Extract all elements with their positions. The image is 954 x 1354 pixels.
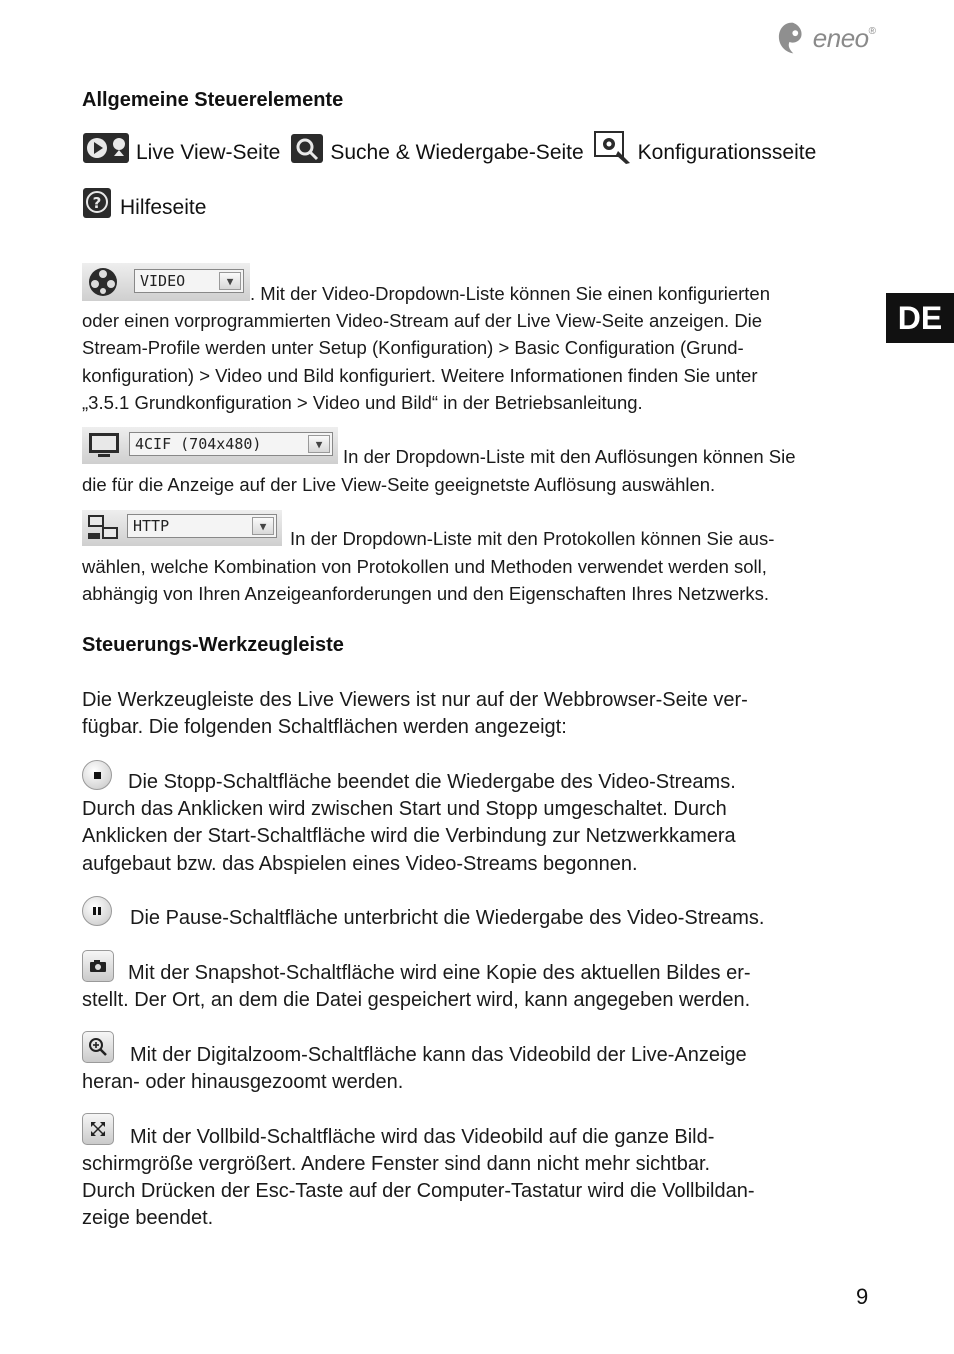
fullscreen-desc-line-4: zeige beendet. [82,1207,214,1229]
digital-zoom-button [82,1031,114,1063]
nav-icons-row [82,131,816,165]
pause-icon [93,907,101,915]
video-reel-icon [86,266,120,298]
fullscreen-button [82,1113,114,1145]
eneo-logo-text: eneo [812,22,869,53]
pause-desc-line-1: Die Pause-Schaltfläche unterbricht die Wiedergabe des Video-Streams. [130,907,765,929]
page-number: 9 [856,1284,869,1309]
zoom-icon [88,1037,108,1057]
eneo-logo-mark-icon [776,20,809,56]
nav-label-search-playback: Suche & Wiedergabe-Seite [330,141,584,164]
video-desc-line-1: . Mit der Video-Dropdown-Liste können Sie einen konfigurierten [250,283,771,304]
heading-general-controls: Allgemeine Steuerelemente [82,89,344,111]
protocol-desc-line-1: In der Dropdown-Liste mit den Protokollen können Sie aus- [290,528,775,549]
toolbar-intro-line-2: fügbar. Die folgenden Schaltflächen werden angezeigt: [82,716,567,738]
video-desc-line-2: oder einen vorprogrammierten Video-Stream auf der Live View-Seite anzeigen. Die [82,310,763,331]
stop-desc-line-1: Die Stopp-Schaltfläche beendet die Wiedergabe des Video-Streams. [128,771,736,793]
fullscreen-icon [89,1120,107,1138]
resolution-desc-line-1: In der Dropdown-Liste mit den Auflösungen können Sie [343,446,796,467]
snapshot-button [82,950,114,982]
protocol-value: HTTP [133,517,170,535]
nav-label-live-view: Live View-Seite [136,141,281,164]
pause-button [82,896,112,926]
live-view-icon [82,132,130,164]
stop-desc-line-3: Anklicken der Start-Schaltfläche wird die Verbindung zur Netzwerkkamera [82,825,736,847]
stop-desc-line-2: Durch das Anklicken wird zwischen Start und Stopp umgeschaltet. Durch [82,798,727,820]
svg-text:?: ? [92,194,102,212]
nav-label-configuration: Konfigurationsseite [637,141,817,164]
heading-control-toolbar: Steuerungs-Werkzeugleiste [82,634,344,656]
language-tab: DE [886,293,954,343]
resolution-control-bar [82,427,338,464]
configuration-icon [594,131,632,165]
resolution-desc-line-2: die für die Anzeige auf der Live View-Seite geeignetste Auflösung auswählen. [82,474,716,495]
fullscreen-desc-line-1: Mit der Vollbild-Schaltfläche wird das Videobild auf die ganze Bild- [130,1126,715,1148]
stop-icon [94,772,101,779]
stop-desc-line-4: aufgebaut bzw. das Abspielen eines Video-Streams begonnen. [82,853,638,875]
video-desc-line-5: „3.5.1 Grundkonfiguration > Video und Bild“ in der Betriebsanleitung. [82,392,643,413]
monitor-icon [88,432,120,458]
help-icon [82,187,112,219]
chevron-down-icon: ▼ [219,272,241,290]
help-row [82,186,206,220]
snapshot-desc-line-2: stellt. Der Ort, an dem die Datei gespeichert wird, kann angegeben werden. [82,989,751,1011]
video-desc-line-4: konfiguration) > Video und Bild konfiguriert. Weitere Informationen finden Sie unter [82,365,758,386]
search-playback-icon [290,132,324,164]
snapshot-desc-line-1: Mit der Snapshot-Schaltfläche wird eine Kopie des aktuellen Bildes er- [128,962,751,984]
video-source-select[interactable] [134,269,244,293]
chevron-down-icon: ▼ [252,517,274,535]
protocol-desc-line-3: abhängig von Ihren Anzeigeanforderungen und den Eigenschaften Ihres Netzwerks. [82,583,770,604]
zoom-desc-line-1: Mit der Digitalzoom-Schaltfläche kann das Videobild der Live-Anzeige [130,1044,747,1066]
video-desc-line-3: Stream-Profile werden unter Setup (Konfiguration) > Basic Configuration (Grund- [82,337,744,358]
nav-label-help: Hilfeseite [120,196,207,219]
registered-mark: ® [868,26,876,37]
zoom-desc-line-2: heran- oder hinausgezoomt werden. [82,1071,404,1093]
resolution-value: 4CIF (704x480) [135,435,262,453]
protocol-select[interactable] [127,514,277,538]
protocol-desc-line-2: wählen, welche Kombination von Protokollen und Methoden verwendet werden soll, [82,556,767,577]
camera-icon [89,959,107,973]
video-control-bar [82,263,250,301]
toolbar-intro-line-1: Die Werkzeugleiste des Live Viewers ist nur auf der Webbrowser-Seite ver- [82,689,748,711]
chevron-down-icon: ▼ [308,435,330,453]
fullscreen-desc-line-2: schirmgröße vergrößert. Andere Fenster sind dann nicht mehr sichtbar. [82,1153,711,1175]
stop-button [82,760,112,790]
resolution-select[interactable] [129,432,333,456]
video-source-value: VIDEO [140,272,186,290]
eneo-logo [776,18,876,58]
fullscreen-desc-line-3: Durch Drücken der Esc-Taste auf der Computer-Tastatur wird die Vollbildan- [82,1180,755,1202]
network-computers-icon [86,513,122,543]
protocol-control-bar [82,510,282,546]
